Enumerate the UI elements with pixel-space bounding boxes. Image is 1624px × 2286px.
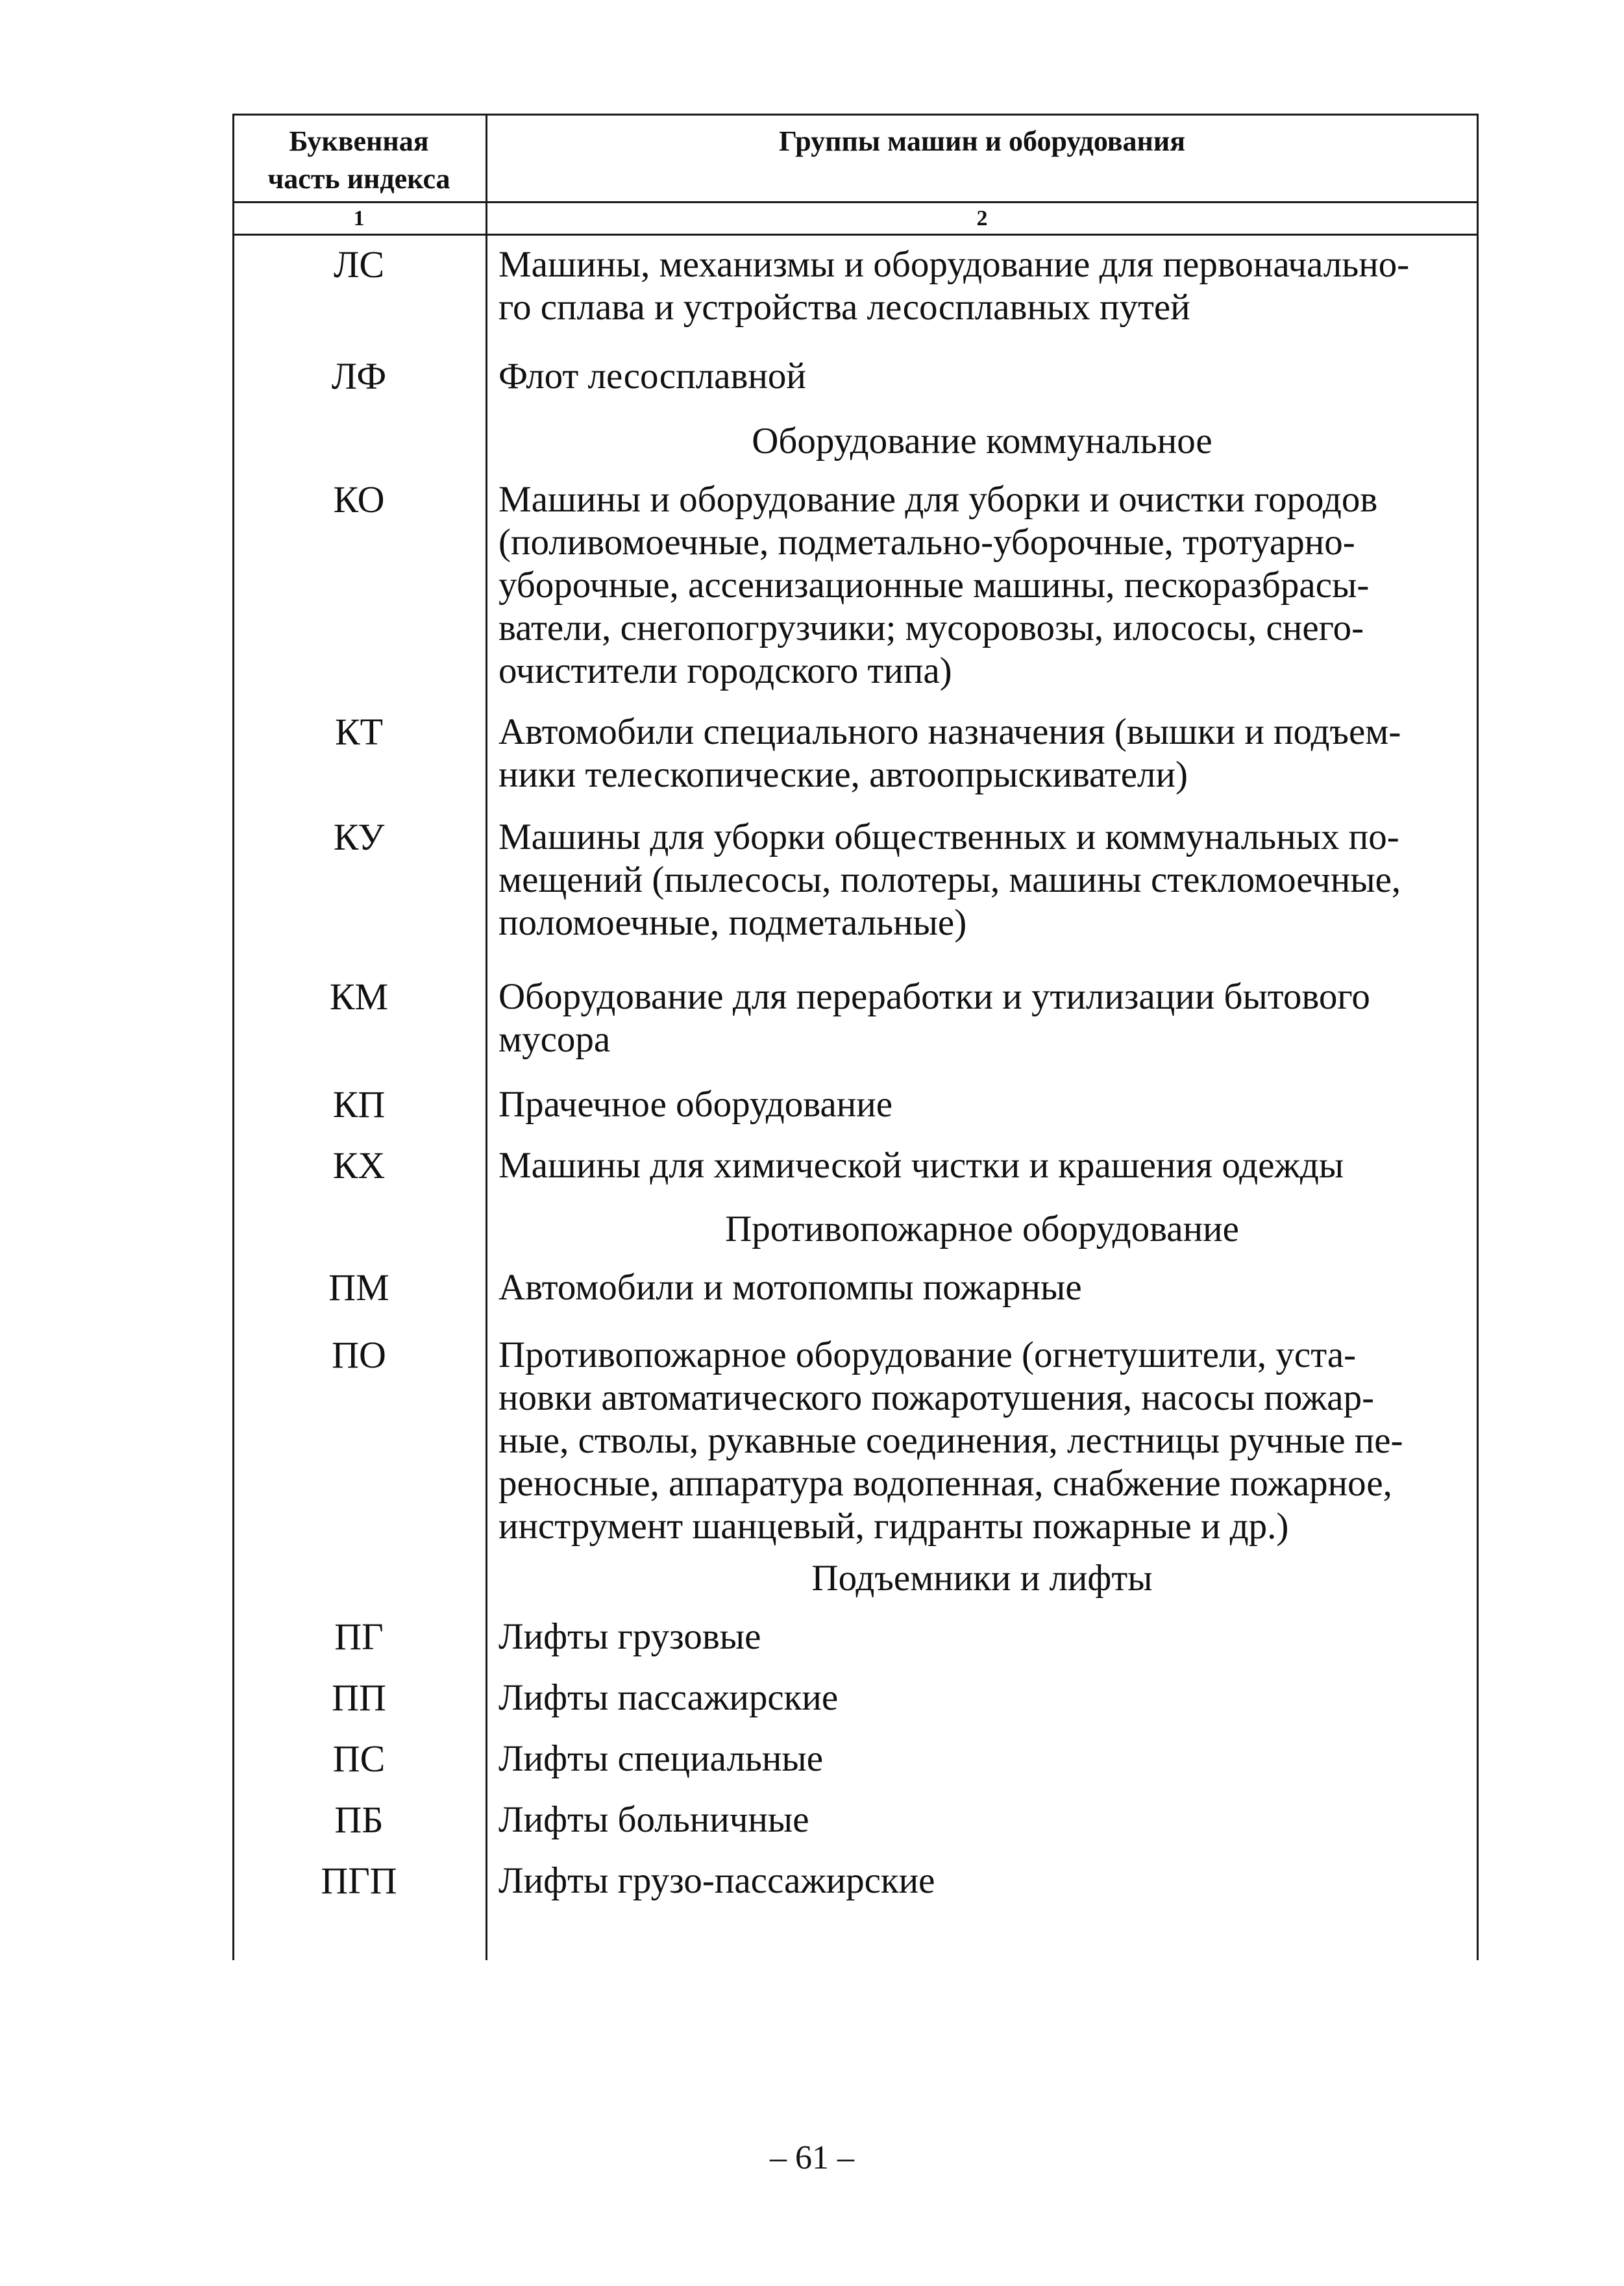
index-code: ПБ	[334, 1799, 384, 1841]
section-heading: Оборудование коммунальное	[752, 421, 1212, 461]
description-line: Лифты больничные	[498, 1799, 809, 1840]
column-number-1: 1	[353, 206, 365, 230]
description-line: Машины для химической чистки и крашения одежды	[498, 1145, 1344, 1186]
group-description	[498, 1266, 1466, 1309]
group-description	[498, 976, 1466, 1061]
index-code: ПО	[332, 1334, 386, 1376]
header-bottom-border	[232, 201, 1479, 203]
index-code: КМ	[329, 976, 389, 1018]
index-code: ПП	[332, 1677, 386, 1719]
group-description	[498, 1334, 1466, 1548]
description-line: Лифты специальные	[498, 1738, 824, 1779]
group-description	[498, 816, 1466, 944]
description-line: реносные, аппаратура водопенная, снабжение пожарное,	[498, 1463, 1392, 1504]
description-line: Лифты грузо-пассажирские	[498, 1860, 935, 1901]
description-line: Лифты грузовые	[498, 1616, 761, 1657]
description-line: инструмент шанцевый, гидранты пожарные и др.)	[498, 1506, 1289, 1547]
description-line: Оборудование для переработки и утилизации бытового	[498, 976, 1370, 1017]
description-line: мусора	[498, 1019, 611, 1060]
header-col1-line2: часть индекса	[267, 163, 450, 195]
index-code: КХ	[332, 1144, 386, 1186]
index-code: ЛС	[333, 243, 385, 286]
group-description	[498, 1799, 1466, 1841]
description-line: новки автоматического пожаротушения, насосы пожар-	[498, 1377, 1375, 1418]
description-line: Машины и оборудование для уборки и очистки городов	[498, 479, 1378, 520]
column-number-2: 2	[976, 206, 988, 230]
column-divider	[486, 114, 487, 1960]
description-line: ники телескопические, автоопрыскиватели)	[498, 754, 1188, 795]
description-line: ватели, снегопогрузчики; мусоровозы, илососы, снего-	[498, 608, 1364, 648]
description-line: мещений (пылесосы, полотеры, машины стекломоечные,	[498, 859, 1401, 900]
group-description	[498, 1083, 1466, 1126]
page-number: – 61 –	[770, 2139, 854, 2176]
index-table	[232, 114, 1479, 1960]
description-line: Машины для уборки общественных и коммунальных по-	[498, 817, 1399, 857]
description-line: Прачечное оборудование	[498, 1084, 893, 1125]
column-number-bottom-border	[232, 234, 1479, 236]
header-col2: Группы машин и оборудования	[778, 125, 1185, 157]
group-description	[498, 1616, 1466, 1658]
group-description	[498, 1144, 1466, 1187]
group-description	[498, 1738, 1466, 1780]
index-code: ПГ	[334, 1616, 384, 1658]
index-code: КП	[332, 1083, 386, 1125]
description-line: Автомобили специального назначения (вышки и подъем-	[498, 711, 1401, 752]
group-description	[498, 1860, 1466, 1902]
group-description	[498, 243, 1466, 329]
header-col1-line1: Буквенная	[289, 125, 429, 157]
description-line: уборочные, ассенизационные машины, пескоразбрасы-	[498, 565, 1370, 606]
section-heading: Противопожарное оборудование	[725, 1209, 1239, 1249]
group-description	[498, 478, 1466, 693]
description-line: Автомобили и мотопомпы пожарные	[498, 1267, 1082, 1308]
group-description	[498, 1677, 1466, 1719]
index-code: КО	[333, 478, 385, 521]
index-code: КУ	[333, 816, 385, 858]
header-col1	[232, 123, 486, 198]
description-line: Машины, механизмы и оборудование для первоначально-	[498, 244, 1410, 285]
table-right-border	[1477, 114, 1479, 1960]
group-description	[498, 355, 1466, 398]
description-line: ные, стволы, рукавные соединения, лестницы ручные пе-	[498, 1420, 1403, 1461]
description-line: Флот лесосплавной	[498, 356, 806, 397]
description-line: го сплава и устройства лесосплавных путей	[498, 287, 1190, 328]
description-line: (поливомоечные, подметально-уборочные, тротуарно-	[498, 522, 1355, 563]
index-code: ЛФ	[331, 355, 387, 397]
index-code: КТ	[334, 711, 384, 753]
table-top-border	[232, 114, 1479, 116]
description-line: очистители городского типа)	[498, 650, 952, 691]
index-code: ПГП	[321, 1860, 397, 1902]
description-line: Противопожарное оборудование (огнетушители, уста-	[498, 1334, 1357, 1375]
index-code: ПС	[332, 1738, 386, 1780]
description-line: поломоечные, подметальные)	[498, 902, 967, 943]
description-line: Лифты пассажирские	[498, 1677, 839, 1718]
section-heading: Подъемники и лифты	[811, 1558, 1153, 1599]
index-code: ПМ	[328, 1266, 389, 1309]
group-description	[498, 711, 1466, 796]
